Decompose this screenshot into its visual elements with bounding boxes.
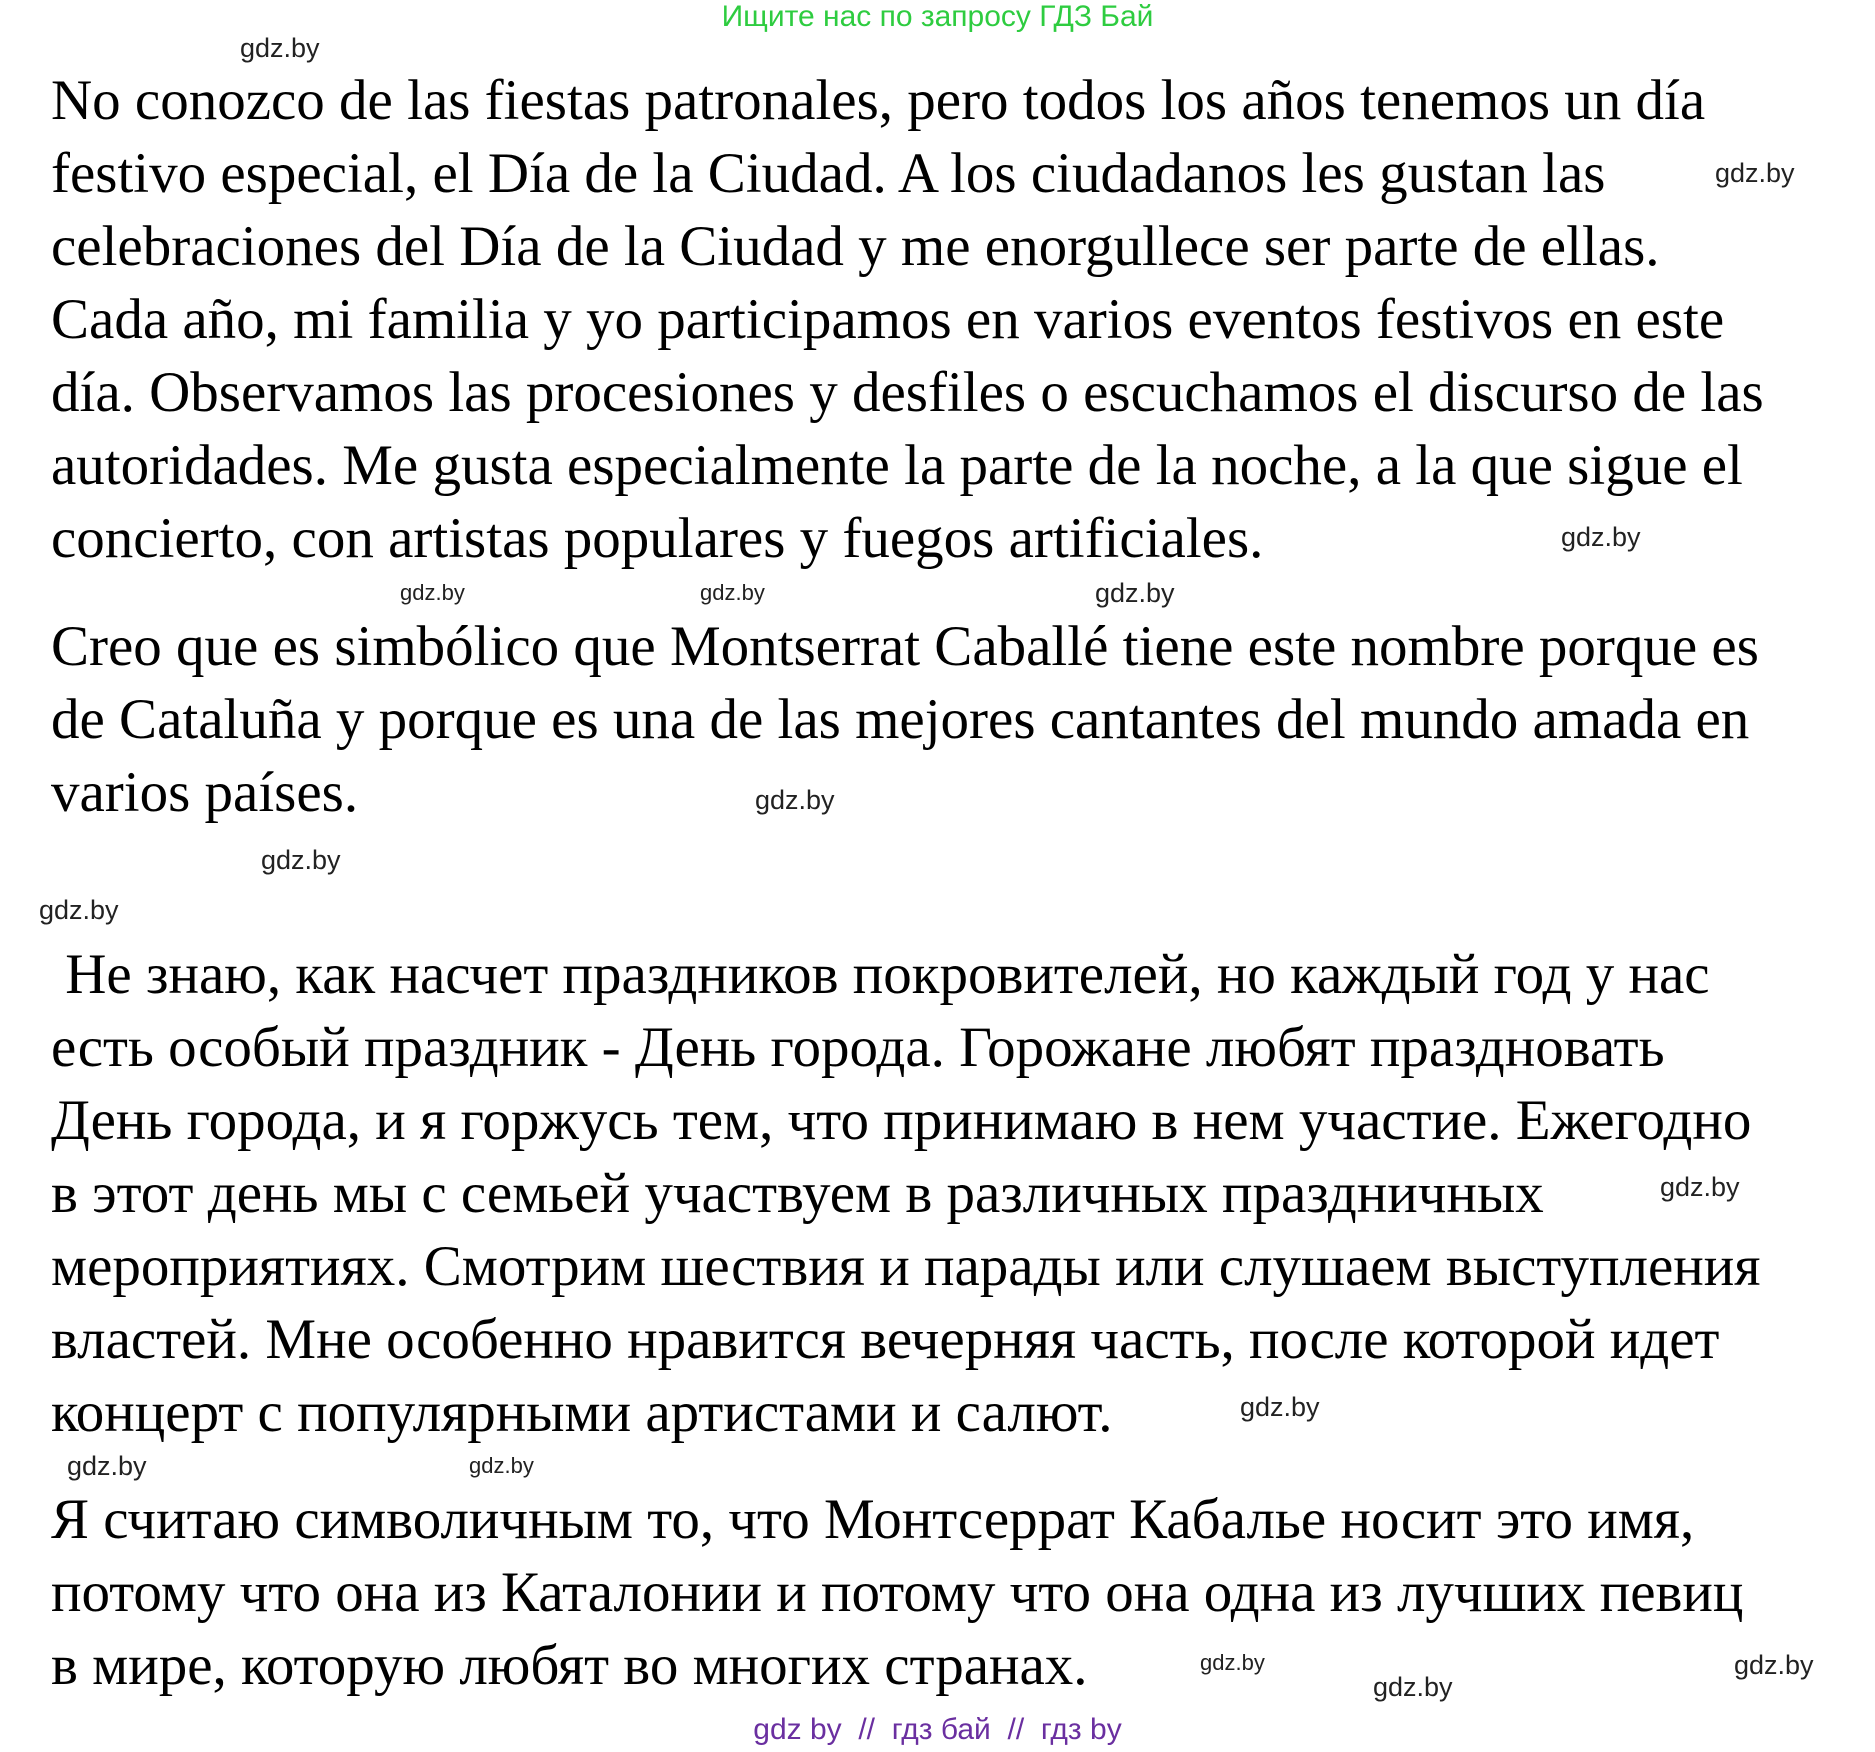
watermark: gdz.by bbox=[1561, 522, 1641, 552]
text-line: concierto, con artistas populares y fuegos artificiales. bbox=[51, 507, 1264, 570]
paragraph-spanish-2 bbox=[51, 610, 1759, 829]
watermark: gdz.by bbox=[1715, 158, 1795, 188]
watermark: gdz.by bbox=[240, 33, 320, 63]
watermark: gdz.by bbox=[400, 580, 465, 605]
text-line: festivo especial, el Día de la Ciudad. A los ciudadanos les gustan las bbox=[51, 142, 1606, 205]
paragraph-spanish-1 bbox=[51, 64, 1764, 575]
footer-links: gdz by // гдз бай // гдз by bbox=[753, 1713, 1122, 1746]
text-line: Creo que es simbólico que Montserrat Caballé tiene este nombre porque es bbox=[51, 615, 1759, 678]
text-line: autoridades. Me gusta especialmente la parte de la noche, a la que sigue el bbox=[51, 434, 1743, 497]
paragraph-russian-1 bbox=[51, 938, 1761, 1449]
text-line: No conozco de las fiestas patronales, pero todos los años tenemos un día bbox=[51, 69, 1706, 132]
watermark: gdz.by bbox=[1660, 1172, 1740, 1202]
text-line: потому что она из Каталонии и потому что она одна из лучших певиц bbox=[51, 1561, 1744, 1624]
text-line: концерт с популярными артистами и салют. bbox=[51, 1381, 1113, 1444]
text-line: Cada año, mi familia y yo participamos en varios eventos festivos en este bbox=[51, 288, 1725, 351]
watermark: gdz.by bbox=[1734, 1650, 1814, 1680]
text-line: Не знаю, как насчет праздников покровителей, но каждый год у нас bbox=[51, 943, 1710, 1006]
text-line: Я считаю символичным то, что Монтсеррат Кабалье носит это имя, bbox=[51, 1488, 1695, 1551]
watermark: gdz.by bbox=[700, 580, 765, 605]
text-line: День города, и я горжусь тем, что принимаю в нем участие. Ежегодно bbox=[51, 1089, 1752, 1152]
text-line: varios países. bbox=[51, 761, 359, 824]
text-line: celebraciones del Día de la Ciudad y me enorgullece ser parte de ellas. bbox=[51, 215, 1660, 278]
watermark: gdz.by bbox=[39, 895, 119, 925]
text-line: в мире, которую любят во многих странах. bbox=[51, 1634, 1088, 1697]
watermark: gdz.by bbox=[1240, 1392, 1320, 1422]
text-line: día. Observamos las procesiones y desfiles o escuchamos el discurso de las bbox=[51, 361, 1764, 424]
watermark: gdz.by bbox=[67, 1451, 147, 1481]
text-line: мероприятиях. Смотрим шествия и парады или слушаем выступления bbox=[51, 1235, 1761, 1298]
watermark: gdz.by bbox=[469, 1453, 534, 1478]
watermark: gdz.by bbox=[1373, 1672, 1453, 1702]
text-line: есть особый праздник - День города. Горожане любят праздновать bbox=[51, 1016, 1665, 1079]
watermark: gdz.by bbox=[1095, 578, 1175, 608]
watermark: gdz.by bbox=[261, 845, 341, 875]
search-hint-banner: Ищите нас по запросу ГДЗ Бай bbox=[721, 0, 1154, 33]
text-line: в этот день мы с семьей участвуем в различных праздничных bbox=[51, 1162, 1544, 1225]
watermark: gdz.by bbox=[755, 785, 835, 815]
text-line: властей. Мне особенно нравится вечерняя часть, после которой идет bbox=[51, 1308, 1720, 1371]
text-line: de Cataluña y porque es una de las mejores cantantes del mundo amada en bbox=[51, 688, 1750, 751]
watermark: gdz.by bbox=[1200, 1650, 1265, 1675]
paragraph-russian-2 bbox=[51, 1483, 1743, 1702]
